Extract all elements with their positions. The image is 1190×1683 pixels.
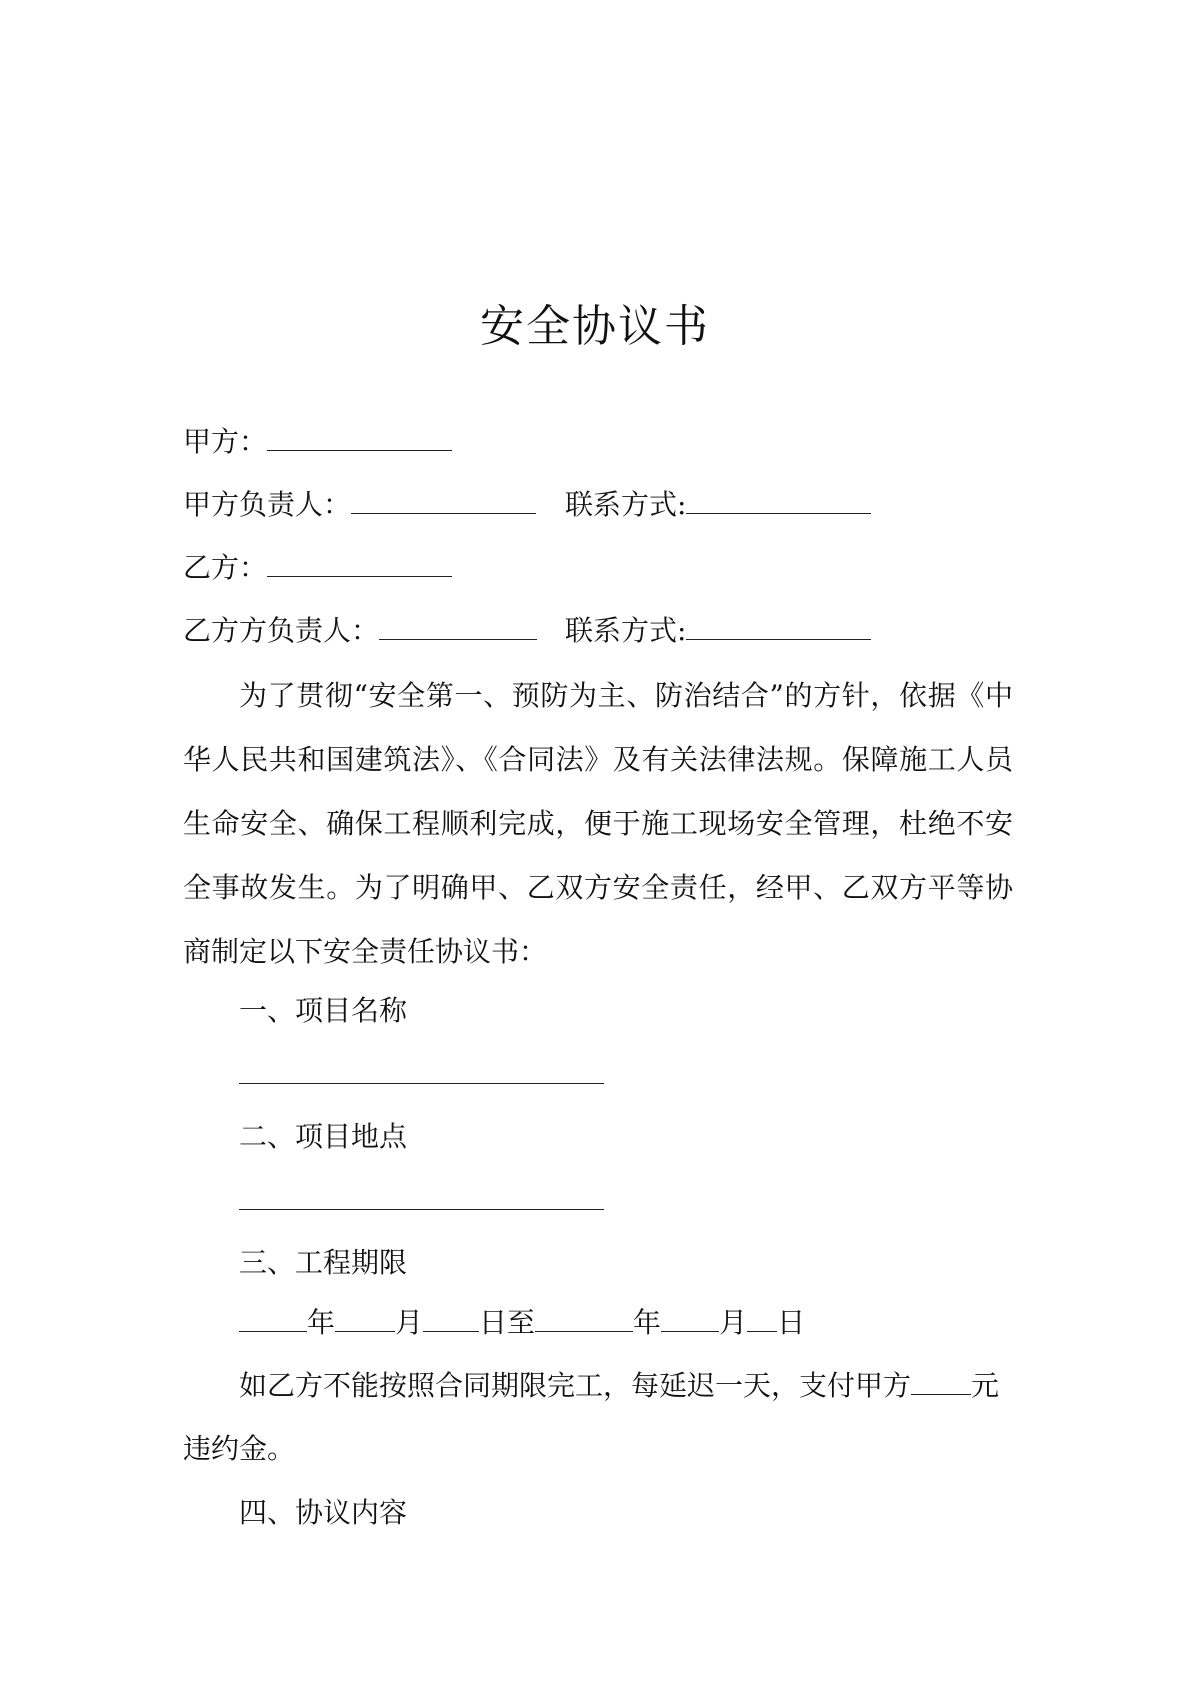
end-year-label: 年 xyxy=(633,1306,662,1339)
penalty-text: 如乙方不能按照合同期限完工，每延迟一天，支付甲方 xyxy=(239,1369,912,1402)
party-b-blank[interactable] xyxy=(267,548,452,577)
section-1-heading: 一、项目名称 xyxy=(239,994,408,1027)
end-day-label: 日 xyxy=(777,1306,806,1339)
party-a-leader-label: 甲方负责人： xyxy=(183,488,352,521)
start-month-blank[interactable] xyxy=(335,1303,395,1332)
party-a-blank[interactable] xyxy=(267,422,452,451)
end-day-blank[interactable] xyxy=(747,1303,777,1332)
penalty-line xyxy=(239,1366,999,1406)
party-a-leader-blank[interactable] xyxy=(351,485,536,514)
party-b-leader-blank[interactable] xyxy=(379,611,537,640)
project-location-blank[interactable] xyxy=(239,1209,604,1210)
end-month-label: 月 xyxy=(719,1306,748,1339)
party-a-label: 甲方： xyxy=(183,425,268,458)
document-title: 安全协议书 xyxy=(480,301,710,352)
start-month-label: 月 xyxy=(395,1306,424,1339)
start-year-label: 年 xyxy=(307,1306,336,1339)
contact-b-line xyxy=(565,611,871,651)
party-b-line xyxy=(183,548,452,588)
section-2-heading: 二、项目地点 xyxy=(239,1120,408,1153)
start-year-blank[interactable] xyxy=(239,1303,307,1332)
section-3-heading: 三、工程期限 xyxy=(239,1246,408,1279)
party-a-line xyxy=(183,422,452,462)
contact-a-label: 联系方式: xyxy=(565,488,687,521)
party-b-leader-label: 乙方方负责人： xyxy=(183,614,380,647)
contact-b-blank[interactable] xyxy=(686,611,871,640)
contact-a-line xyxy=(565,485,871,525)
party-b-leader-line xyxy=(183,611,537,651)
start-day-blank[interactable] xyxy=(423,1303,479,1332)
intro-paragraph: 为了贯彻“安全第一、预防为主、防治结合”的方针，依据《中华人民共和国建筑法》、《合同法》及有关法律法规。保障施工人员生命安全、确保工程顺利完成，便于施工现场安全管理，杜绝不安全事故发生。为了明确甲、乙双方安全责任，经甲、乙双方平等协商制定以下安全责任协议书： xyxy=(183,679,1013,968)
project-name-blank[interactable] xyxy=(239,1083,604,1084)
term-date-line xyxy=(239,1303,805,1343)
end-year-blank[interactable] xyxy=(535,1303,633,1332)
contact-a-blank[interactable] xyxy=(686,485,871,514)
party-b-label: 乙方： xyxy=(183,551,268,584)
end-month-blank[interactable] xyxy=(661,1303,719,1332)
penalty-amount-blank[interactable] xyxy=(911,1366,971,1395)
section-4-heading: 四、协议内容 xyxy=(239,1496,408,1529)
penalty-unit: 元 xyxy=(971,1369,1000,1402)
party-a-leader-line xyxy=(183,485,536,525)
contact-b-label: 联系方式: xyxy=(565,614,687,647)
penalty-line-2: 违约金。 xyxy=(183,1432,296,1465)
start-day-to-label: 日至 xyxy=(479,1306,536,1339)
